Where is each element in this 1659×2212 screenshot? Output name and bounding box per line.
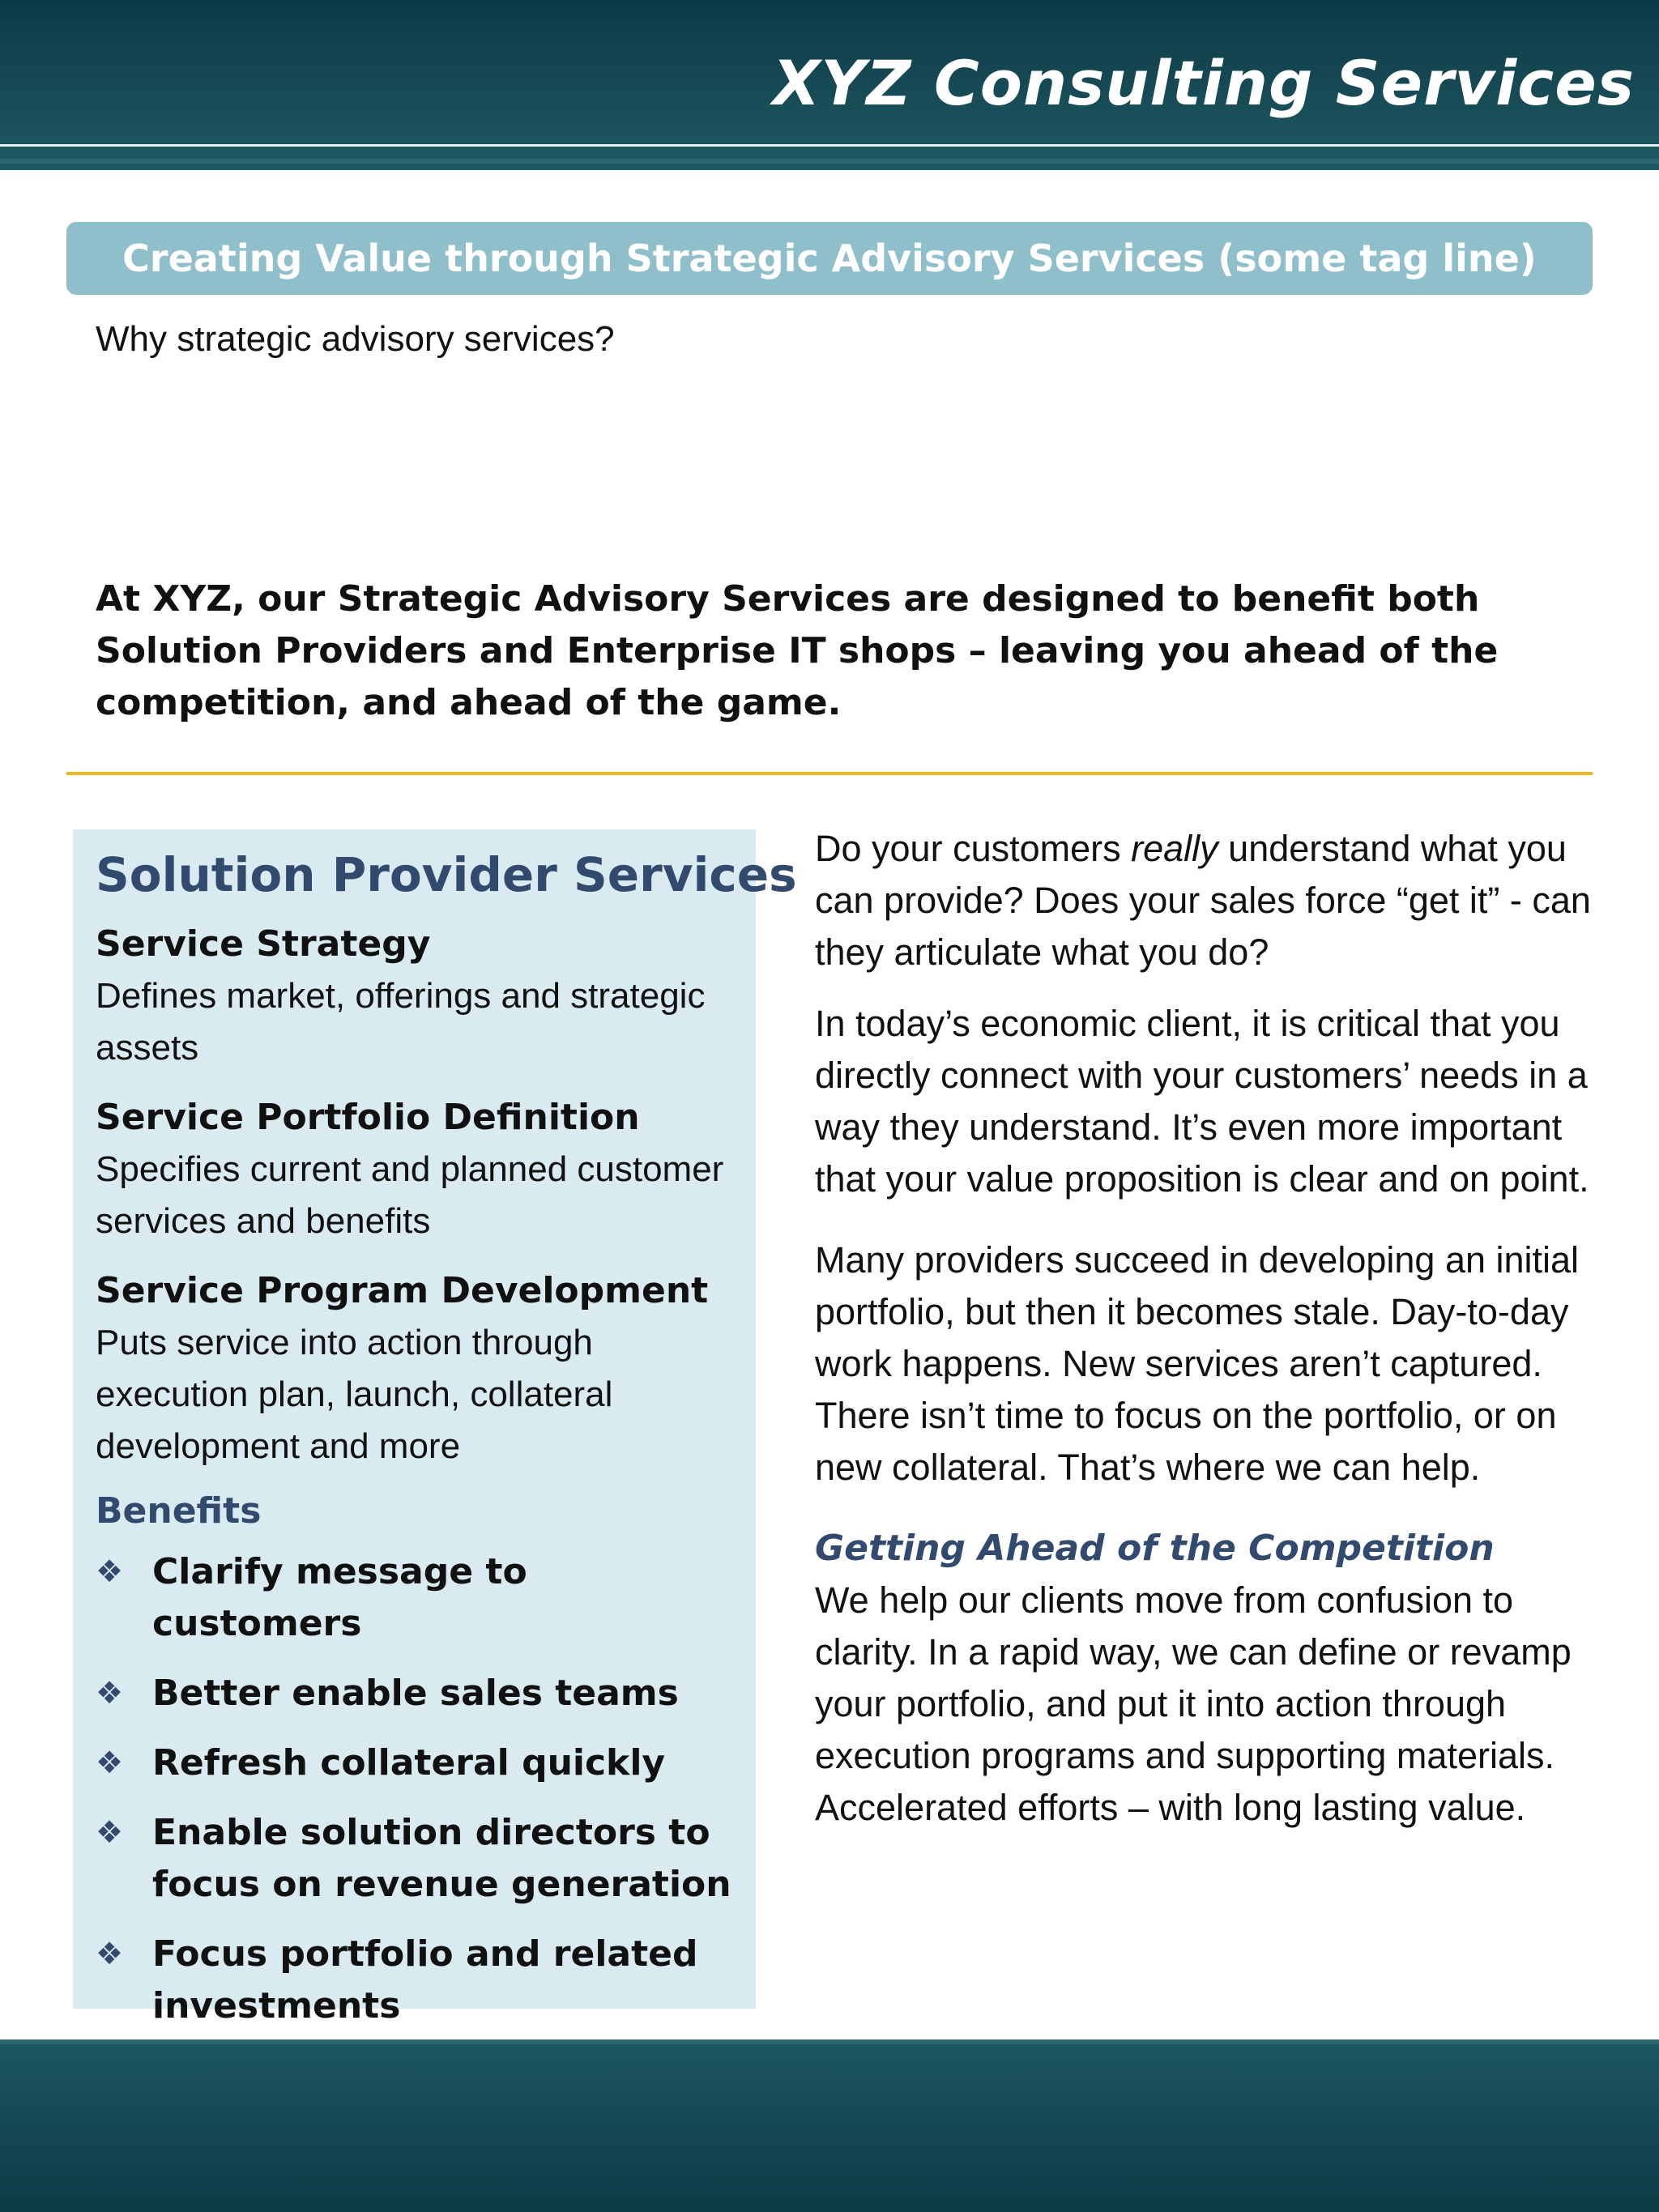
- section-divider: [66, 772, 1593, 775]
- service-description: Defines market, offerings and strategic assets: [96, 976, 706, 1068]
- service-item: [96, 918, 744, 1074]
- diamond-bullet-icon: ❖: [96, 1555, 124, 1589]
- footer-banner: [0, 2039, 1659, 2212]
- paragraph-providers: Many providers succeed in developing an initial portfolio, but then it becomes stale. Day-to-day work happens. New services aren’t captured. There isn’t time to focus on the portfolio, or on new collateral. That’s where we can help.: [815, 1239, 1580, 1488]
- service-description: Puts service into action through execution plan, launch, collateral development and more: [96, 1323, 613, 1466]
- main-column: [815, 823, 1593, 1853]
- benefits-heading: Benefits: [96, 1490, 262, 1532]
- benefit-text: Focus portfolio and related investments: [152, 1933, 698, 2027]
- benefit-item: [96, 1737, 744, 1789]
- service-title: Service Strategy: [96, 923, 431, 965]
- tagline-bar: [66, 222, 1593, 295]
- service-item: [96, 1265, 744, 1473]
- tagline-text: Creating Value through Strategic Advisory Services (some tag line): [122, 237, 1537, 280]
- benefit-item: [96, 1929, 744, 2032]
- competition-heading: Getting Ahead of the Competition: [815, 1528, 1495, 1569]
- diamond-bullet-icon: ❖: [96, 1677, 124, 1711]
- header-rule-bottom: [0, 159, 1659, 164]
- p1-lead: Do your customers: [815, 828, 1132, 869]
- paragraph-clarity: We help our clients move from confusion to clarity. In a rapid way, we can define or revamp your portfolio, and put it into action through execution programs and supporting materials. Accelerated efforts – with long lasting value.: [815, 1579, 1572, 1828]
- benefit-item: [96, 1807, 744, 1911]
- benefit-item: [96, 1546, 744, 1650]
- service-title: Service Portfolio Definition: [96, 1097, 640, 1138]
- benefit-text: Enable solution directors to focus on revenue generation: [152, 1812, 731, 1905]
- header-rule-top: [0, 144, 1659, 147]
- service-item: [96, 1092, 744, 1247]
- service-title: Service Program Development: [96, 1270, 709, 1311]
- diamond-bullet-icon: ❖: [96, 1746, 124, 1780]
- diamond-bullet-icon: ❖: [96, 1816, 124, 1850]
- paragraph-economic-client: In today’s economic client, it is critical that you directly connect with your customers’ needs in a way they understand. It’s even more important that your value proposition is clear and on point.: [815, 1003, 1589, 1200]
- paragraph-customers: [815, 823, 1593, 978]
- p1-tail: understand what you can provide? Does your sales force “get it” - can they articulate what you do?: [815, 828, 1591, 973]
- p1-emphasis: really: [1131, 828, 1218, 869]
- company-title: XYZ Consulting Services: [772, 47, 1635, 119]
- sidebar-title: Solution Provider Services: [96, 847, 797, 902]
- solution-provider-sidebar: [73, 829, 797, 2027]
- diamond-bullet-icon: ❖: [96, 1937, 124, 1971]
- intro-statement: At XYZ, our Strategic Advisory Services are designed to benefit both Solution Providers and Enterprise IT shops – leaving you ahead of the competition, and ahead of the game.: [96, 578, 1499, 723]
- footer-rule: [0, 2039, 1659, 2044]
- benefit-text: Better enable sales teams: [152, 1673, 679, 1714]
- benefit-text: Refresh collateral quickly: [152, 1742, 666, 1784]
- benefit-text: Clarify message to customers: [152, 1551, 527, 1644]
- why-question: Why strategic advisory services?: [96, 319, 615, 359]
- service-description: Specifies current and planned customer services and benefits: [96, 1149, 724, 1241]
- benefit-item: [96, 1668, 744, 1720]
- header-banner: [0, 0, 1659, 170]
